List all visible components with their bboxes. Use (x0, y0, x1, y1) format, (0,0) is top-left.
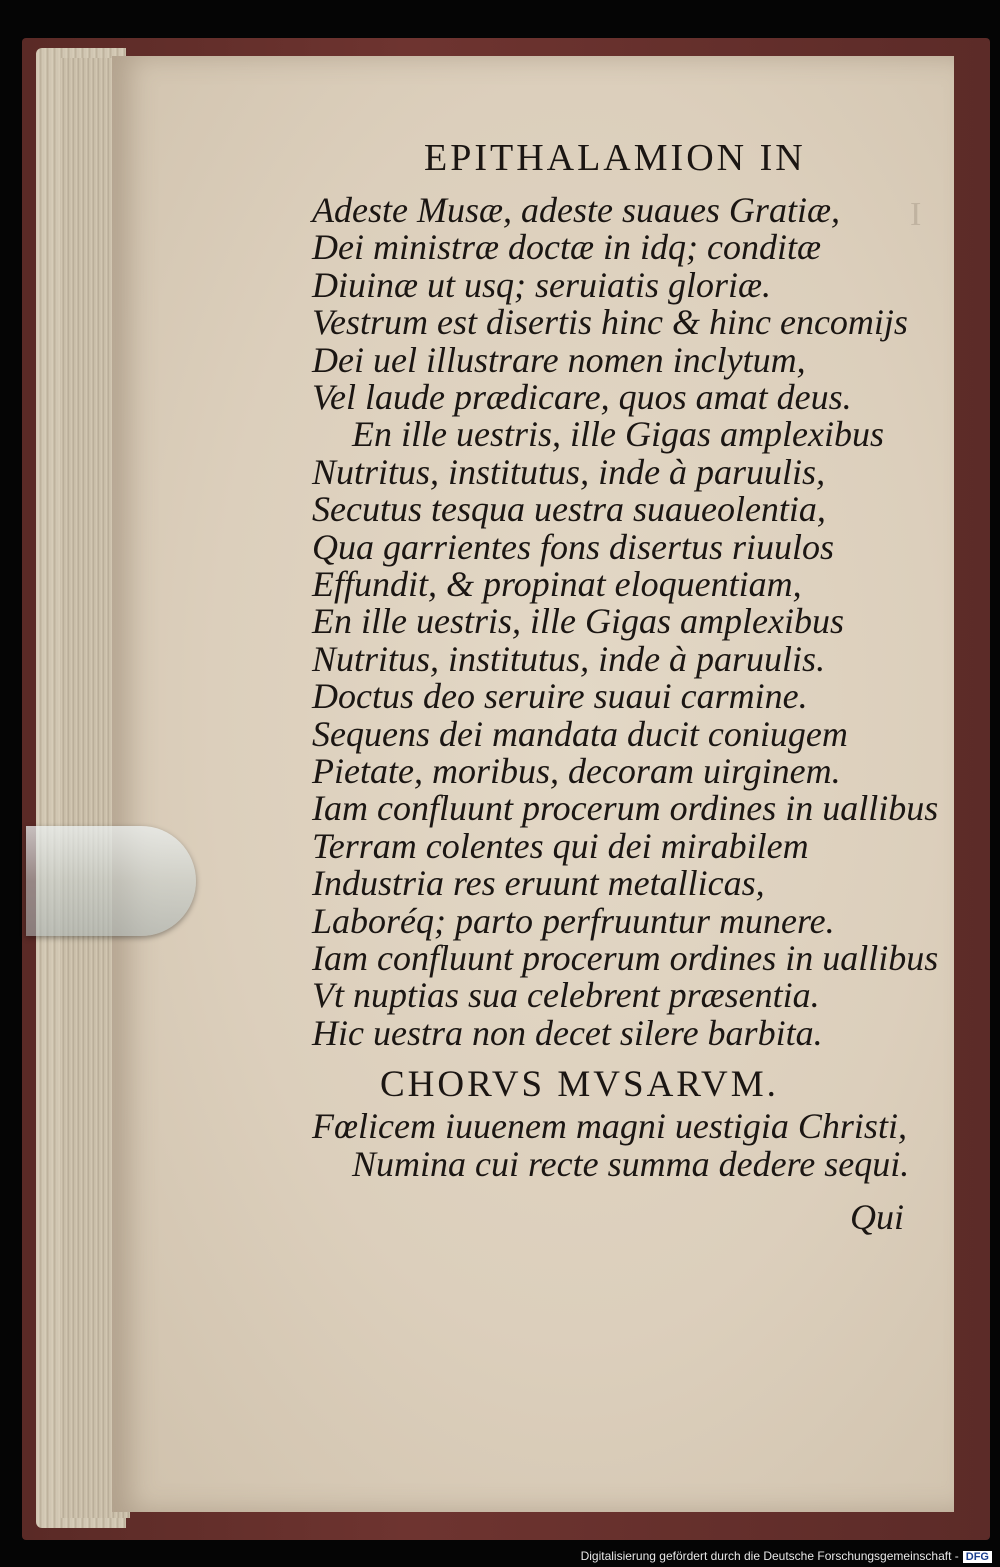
poem-line: Effundit, & propinat eloquentiam, (312, 564, 802, 604)
poem-line: Adeste Musæ, adeste suaues Gratiæ, (312, 190, 840, 230)
poem-line: Dei ministræ doctæ in idq; conditæ (312, 227, 821, 268)
poem-line: Terram colentes qui dei mirabilem (312, 825, 809, 866)
poem-line: Qua garrientes fons disertus riuulos (312, 526, 835, 567)
poem-line: Industria res eruunt metallicas, (312, 863, 765, 904)
poem-line: Doctus deo seruire suaui carmine. (312, 676, 808, 717)
poem-line: Laboréq; parto perfruuntur munere. (312, 900, 835, 941)
poem-line: Hic uestra non decet silere barbita. (312, 1012, 823, 1053)
running-head: EPITHALAMION IN (424, 137, 806, 179)
poem-line: En ille uestris, ille Gigas amplexibus (312, 601, 844, 642)
poem-line: Pietate, moribus, decoram uirginem. (312, 751, 841, 791)
poem-line: Dei uel illustrare nomen inclytum, (312, 339, 806, 380)
poem-line: Vel laude prædicare, quos amat deus. (312, 377, 852, 417)
poem-line: Vestrum est disertis hinc & hinc encomijs (312, 302, 908, 343)
poem-line: Nutritus, institutus, inde à paruulis, (312, 451, 826, 492)
footer-credit (581, 1549, 992, 1563)
chorus-heading: CHORVS MVSARVM. (380, 1064, 779, 1105)
chorus-line: Fœlicem iuuenem magni uestigia Christi, (312, 1106, 907, 1146)
poem-line: Iam confluunt procerum ordines in uallibus (312, 788, 939, 829)
dfg-logo: DFG (963, 1551, 992, 1563)
bleed-through: I (910, 196, 922, 233)
footer-credit-text: Digitalisierung gefördert durch die Deutsche Forschungsgemeinschaft - (580, 1549, 959, 1563)
poem-line: En ille uestris, ille Gigas amplexibus (352, 414, 884, 455)
poem-line: Iam confluunt procerum ordines in uallibus (312, 938, 939, 978)
poem-line: Nutritus, institutus, inde à paruulis. (312, 638, 826, 679)
poem-line: Diuinæ ut usq; seruiatis gloriæ. (312, 264, 772, 305)
poem-line: Vt nuptias sua celebrent præsentia. (312, 975, 820, 1016)
page-clip (26, 826, 196, 936)
poem-line: Secutus tesqua uestra suaueolentia, (312, 489, 826, 530)
catchword: Qui (850, 1197, 904, 1237)
chorus-line: Numina cui recte summa dedere sequi. (352, 1144, 910, 1184)
poem-line: Sequens dei mandata ducit coniugem (312, 713, 848, 754)
